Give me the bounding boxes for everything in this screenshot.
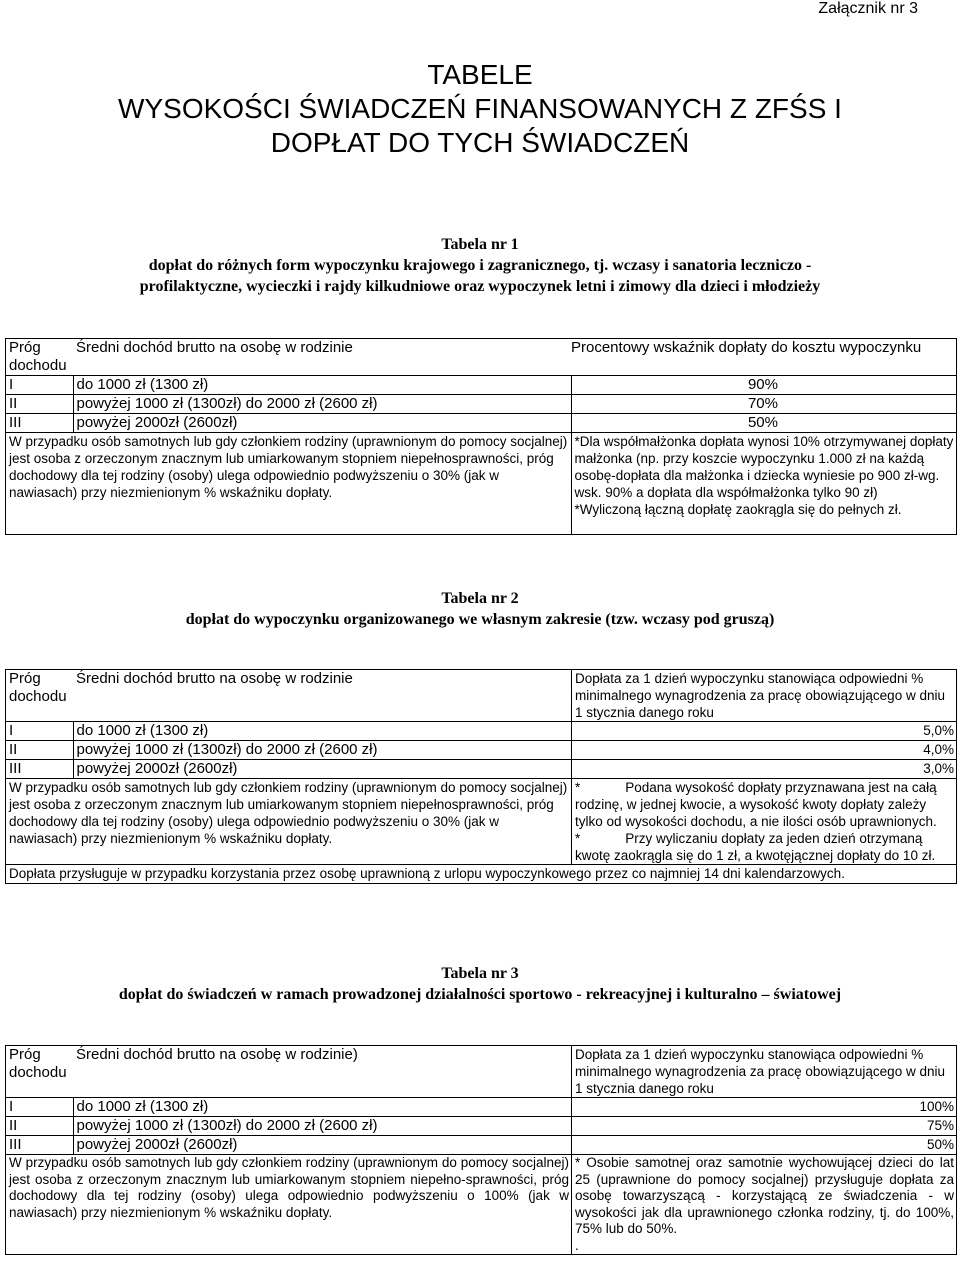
table3-subtitle: dopłat do świadczeń w ramach prowadzonej działalności sportowo - rekreacyjnej i kulturalno – światowej	[118, 986, 842, 1003]
table-header-row	[6, 339, 957, 376]
header-income: Średni dochód brutto na osobę w rodzinie	[73, 670, 572, 722]
table-footer-row	[6, 865, 957, 884]
row-rank: I	[6, 722, 74, 741]
table-row	[6, 414, 957, 433]
table-row	[6, 395, 957, 414]
table3-caption	[0, 963, 960, 1005]
table1-subtitle: dopłat do różnych form wypoczynku krajowego i zagranicznego, tj. wczasy i sanatoria leczniczo -	[148, 257, 812, 274]
header-value: Dopłata za 1 dzień wypoczynku stanowiąca odpowiedni % minimalnego wynagrodzenia za pracę obowiązującego w dniu 1 stycznia danego roku	[572, 1046, 957, 1098]
table-notes-row	[6, 433, 957, 535]
document-title	[0, 58, 960, 160]
table2-subtitle: dopłat do wypoczynku organizowanego we własnym zakresie (tzw. wczasy pod gruszą)	[185, 611, 775, 628]
row-rank: II	[6, 395, 74, 414]
table-row	[6, 1136, 957, 1155]
row-value: 50%	[571, 414, 957, 433]
row-income: do 1000 zł (1300 zł)	[73, 1098, 572, 1117]
row-rank: II	[6, 741, 74, 760]
table-row	[6, 722, 957, 741]
table1-caption	[0, 234, 960, 297]
table-row	[6, 376, 957, 395]
table-row	[6, 741, 957, 760]
note-paragraph: * Przy wyliczaniu dopłaty za jeden dzień otrzymaną kwotę zaokrągla się do 1 zł, a kwotęjącznej dopłaty do 10 zł.	[575, 831, 936, 863]
row-income: do 1000 zł (1300 zł)	[73, 722, 572, 741]
row-income: powyżej 2000zł (2600zł)	[73, 414, 571, 433]
leave-condition-note: Dopłata przysługuje w przypadku korzystania przez osobę uprawnioną z urlopu wypoczynkowego przez co najmniej 14 dni kalendarzowych.	[6, 865, 957, 884]
disability-note: W przypadku osób samotnych lub gdy członkiem rodziny (uprawnionym do pomocy socjalnej) jest osoba z orzeczonym znacznym lub umiarkowanym stopniem niepełnosprawności, próg dochodowy dla tej rodziny (osoby) ulega odpowiednio podwyższeniu o 30% (jak w nawiasach) przy niezmienionym % wskaźniku dopłaty.	[6, 779, 572, 865]
header-rank: Próg dochodu	[6, 670, 74, 722]
row-income: powyżej 1000 zł (1300zł) do 2000 zł (2600 zł)	[73, 741, 572, 760]
header-value: Procentowy wskaźnik dopłaty do kosztu wypoczynku	[571, 339, 957, 376]
row-rank: III	[6, 1136, 74, 1155]
disability-note: W przypadku osób samotnych lub gdy członkiem rodziny (uprawnionym do pomocy socjalnej) jest osoba z orzeczonym znacznym lub umiarkowanym stopniem niepełnosprawności, próg dochodowy dla tej rodziny (osoby) ulega odpowiednio podwyższeniu o 30% (jak w nawiasach) przy niezmienionym % wskaźniku dopłaty.	[6, 433, 572, 535]
row-value: 70%	[571, 395, 957, 414]
header-value: Dopłata za 1 dzień wypoczynku stanowiąca odpowiedni % minimalnego wynagrodzenia za pracę obowiązującego w dniu 1 stycznia danego roku	[572, 670, 957, 722]
table-header-row	[6, 670, 957, 722]
row-rank: II	[6, 1117, 74, 1136]
header-income: Średni dochód brutto na osobę w rodzinie	[73, 339, 571, 376]
note-paragraph: * Osobie samotnej oraz samotnie wychowującej dzieci do lat 25 (uprawnione do pomocy socjalnej) przysługuje dopłata za osobę towarzyszącą - korzystającą ze świadczenia - w wysokości jak dla uprawnionego członka rodziny, tj. do 100%, 75% lub do 50%.	[575, 1155, 954, 1236]
table-row	[6, 760, 957, 779]
row-value: 3,0%	[572, 760, 957, 779]
table-row	[6, 1117, 957, 1136]
table3-number: Tabela nr 3	[441, 965, 519, 982]
table-notes-row	[6, 779, 957, 865]
row-income: powyżej 1000 zł (1300zł) do 2000 zł (2600 zł)	[73, 1117, 572, 1136]
title-line: DOPŁAT DO TYCH ŚWIADCZEŃ	[270, 127, 690, 158]
title-line: WYSOKOŚCI ŚWIADCZEŃ FINANSOWANYCH Z ZFŚS I	[118, 93, 842, 124]
table-header-row	[6, 1046, 957, 1098]
note-paragraph: *Wyliczoną łączną dopłatę zaokrągla się do pełnych zł.	[574, 502, 902, 517]
table2-number: Tabela nr 2	[441, 590, 519, 607]
table-notes-row	[6, 1155, 957, 1255]
header-income: Średni dochód brutto na osobę w rodzinie)	[73, 1046, 572, 1098]
row-income: do 1000 zł (1300 zł)	[73, 376, 571, 395]
disability-note: W przypadku osób samotnych lub gdy członkiem rodziny (uprawnionym do pomocy socjalnej) jest osoba z orzeczonym znacznym lub umiarkowanym stopniem niepełno-sprawności, próg dochodowy dla tej rodziny (osoby) ulega odpowiednio podwyższeniu o 100% (jak w nawiasach) przy niezmienionym % wskaźniku dopłaty.	[6, 1155, 572, 1255]
row-value: 100%	[572, 1098, 957, 1117]
row-rank: III	[6, 414, 74, 433]
family-note	[572, 779, 957, 865]
row-income: powyżej 2000zł (2600zł)	[73, 760, 572, 779]
table1	[5, 338, 957, 535]
row-rank: I	[6, 1098, 74, 1117]
header-rank: Próg dochodu	[6, 1046, 74, 1098]
row-value: 5,0%	[572, 722, 957, 741]
row-income: powyżej 1000 zł (1300zł) do 2000 zł (2600 zł)	[73, 395, 571, 414]
table3	[5, 1045, 957, 1255]
row-rank: I	[6, 376, 74, 395]
row-value: 50%	[572, 1136, 957, 1155]
table2-caption	[0, 588, 960, 630]
table2	[5, 669, 957, 884]
title-line: TABELE	[427, 59, 533, 90]
annex-label: Załącznik nr 3	[818, 0, 918, 17]
header-rank: Próg dochodu	[6, 339, 74, 376]
row-income: powyżej 2000zł (2600zł)	[73, 1136, 572, 1155]
table1-subtitle: profilaktyczne, wycieczki i rajdy kilkudniowe oraz wypoczynek letni i zimowy dla dzieci i młodzieży	[139, 278, 821, 295]
row-value: 90%	[571, 376, 957, 395]
note-paragraph: * Podana wysokość dopłaty przyznawana jest na całą rodzinę, w jednej kwocie, a wysokość kwoty dopłaty zależy tylko od wysokości dochodu, a nie ilości osób uprawnionych.	[575, 780, 941, 829]
table-row	[6, 1098, 957, 1117]
table1-number: Tabela nr 1	[441, 236, 519, 253]
spouse-note	[571, 433, 957, 535]
note-paragraph: .	[575, 1237, 579, 1253]
row-rank: III	[6, 760, 74, 779]
row-value: 4,0%	[572, 741, 957, 760]
note-paragraph: *Dla współmałżonka dopłata wynosi 10% otrzymywanej dopłaty małżonka (np. przy koszcie wypoczynku 1.000 zł na każdą osobę-dopłata dla małżonka i dziecka wyniesie po 900 zł-wg. wsk. 90% a dopłata dla współmałżonka tylko 90 zł)	[574, 434, 954, 500]
companion-note	[572, 1155, 957, 1255]
row-value: 75%	[572, 1117, 957, 1136]
